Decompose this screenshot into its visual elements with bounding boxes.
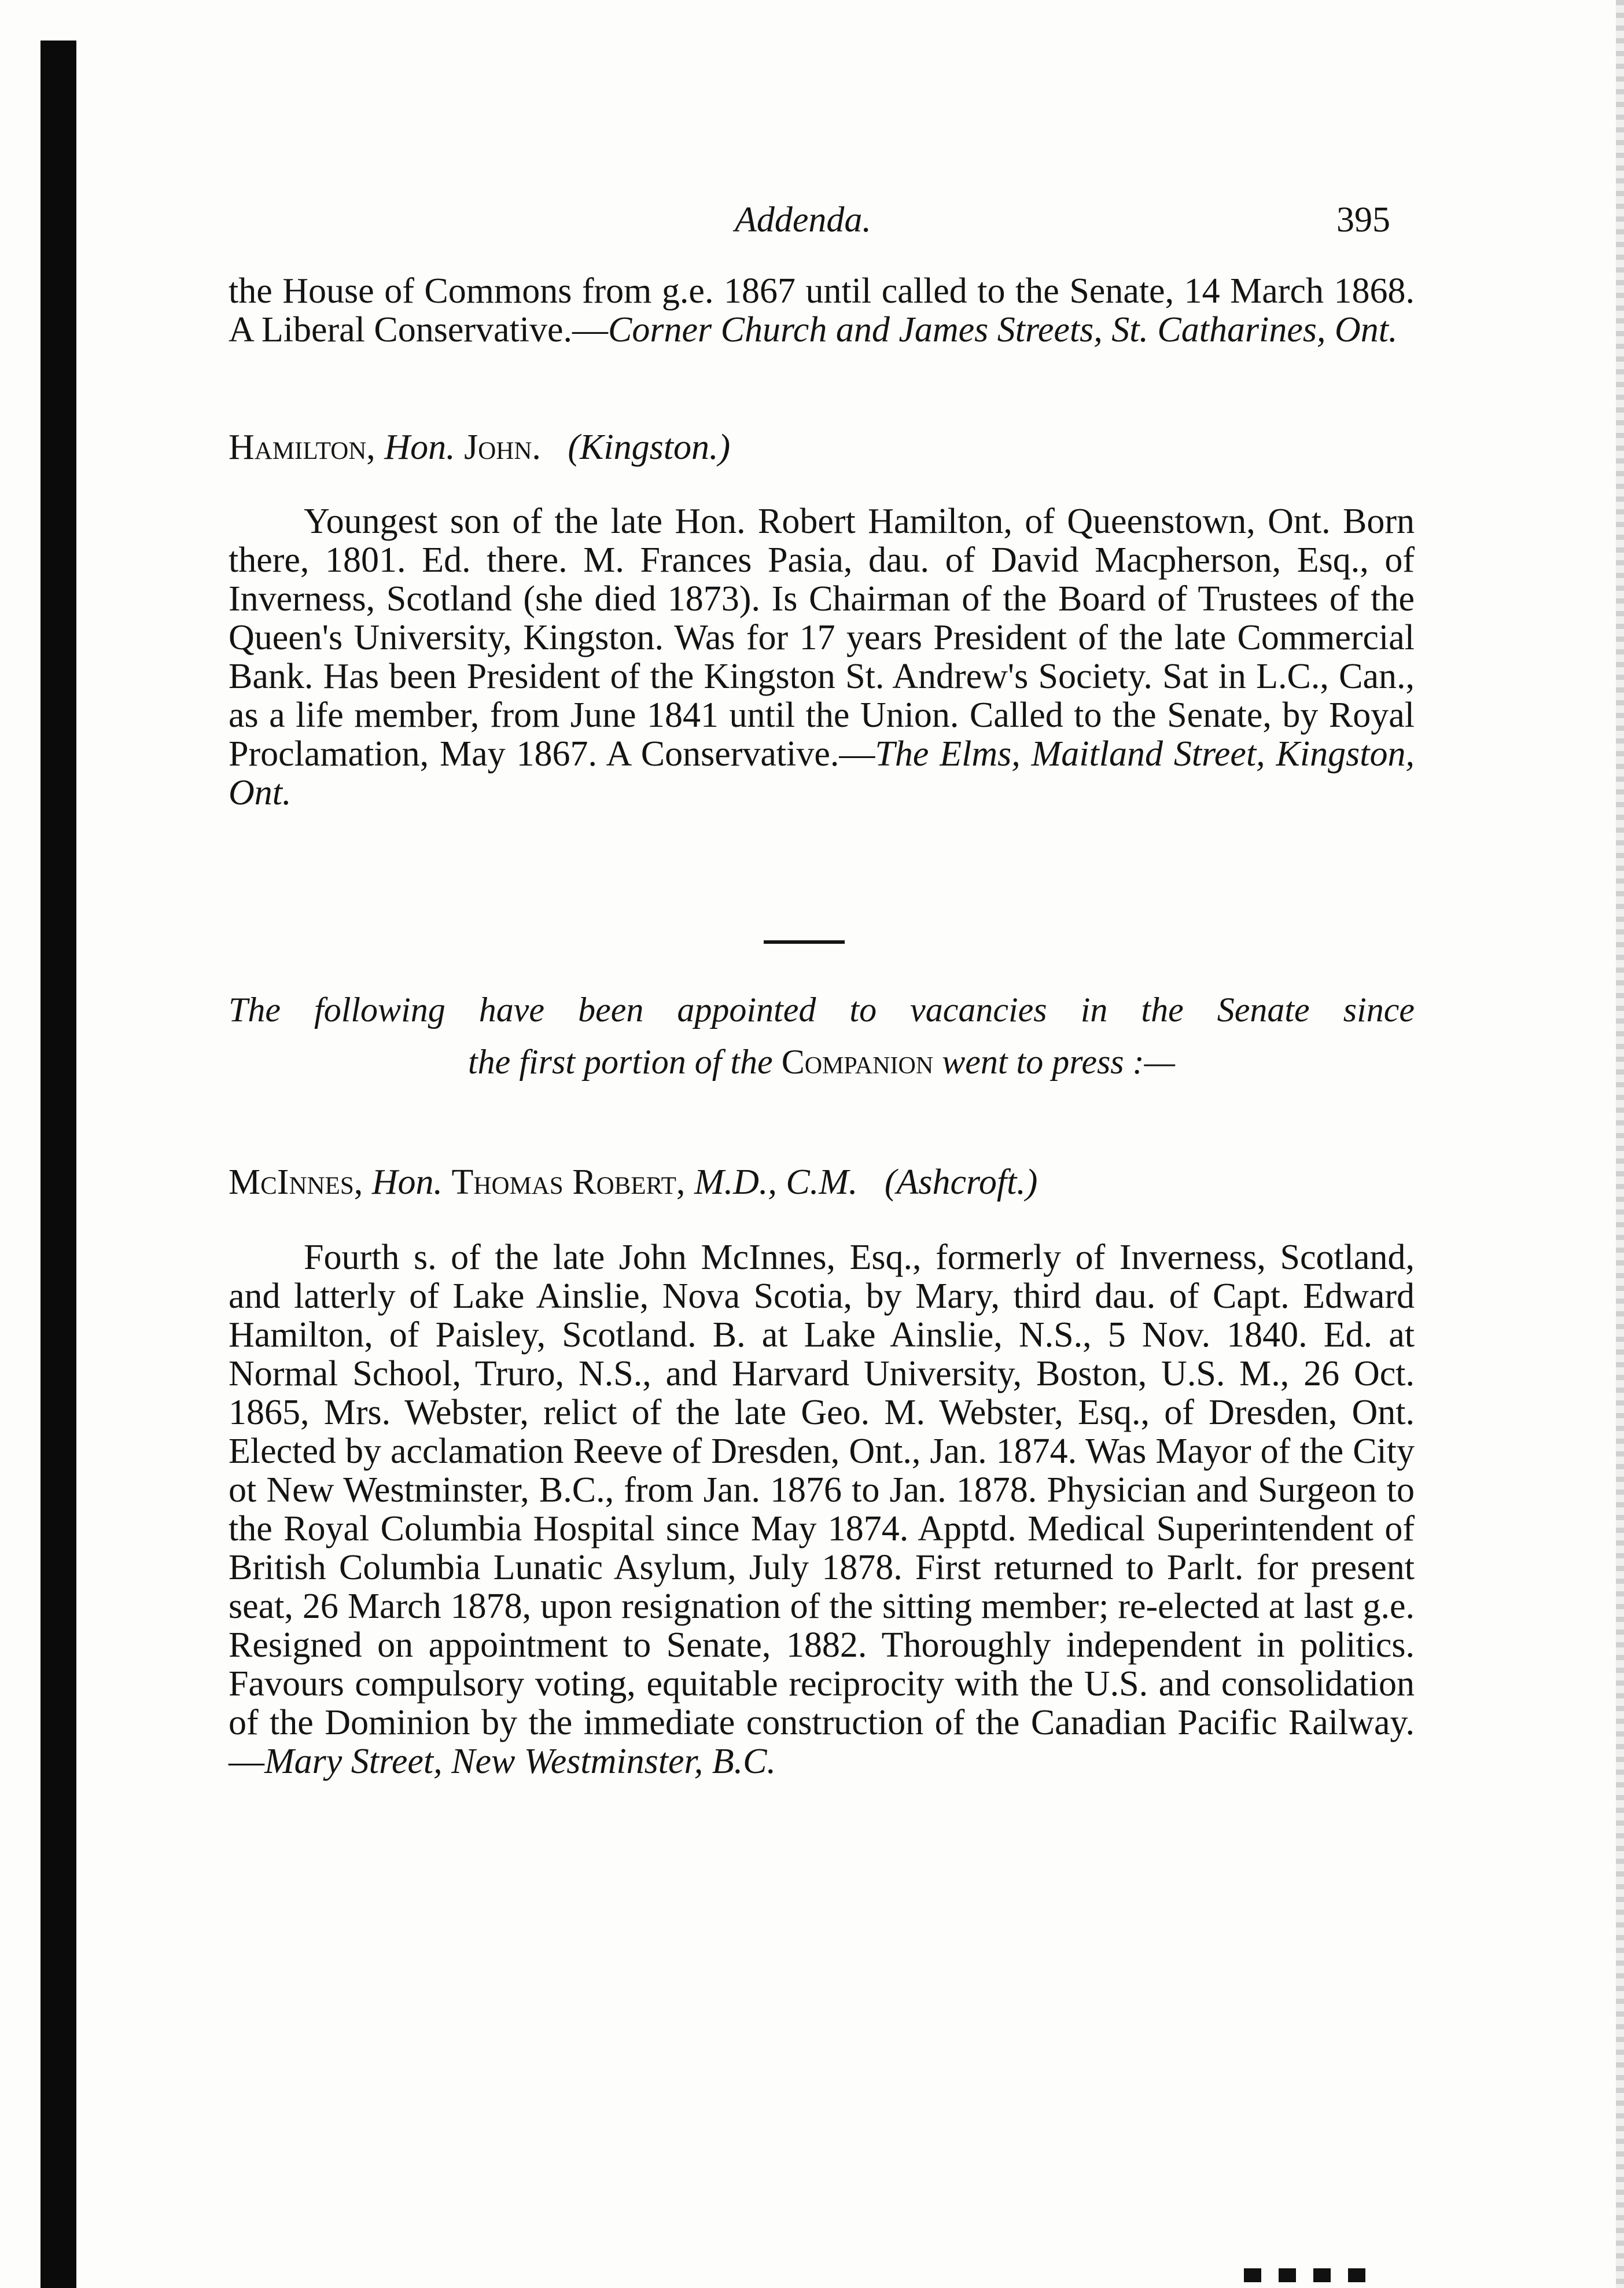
mcinnes-surname: McInnes,	[229, 1163, 363, 1202]
mcinnes-title: Hon.	[371, 1163, 443, 1202]
hamilton-bio: Youngest son of the late Hon. Robert Hamilton, of Queenstown, Ont. Born there, 1801. Ed. there. M. Frances Pasia, dau. of David Macpherson, Esq., of Inverness, Scotland (she died 1873). Is Chairman of the Board of Trustees of the Queen's University, Kingston. Was for 17 years President of the late Commercial Bank. Has been President of the Kingston St. Andrew's Society. Sat in L.C., Can., as a life member, from June 1841 until the Union. Called to the Senate, by Royal Proclamation, May 1867. A Conservative.—	[229, 502, 1415, 774]
page-number: 395	[1336, 200, 1390, 240]
continuation-text: the House of Commons from g.e. 1867 until called to the Senate, 14 March 1868. A Liberal Conservative.—	[229, 271, 1415, 350]
notice-companion: Companion	[781, 1043, 934, 1081]
section-divider	[764, 940, 845, 944]
appointment-notice	[229, 984, 1415, 1088]
entry-bio-hamilton	[229, 502, 1415, 812]
notice-line-2	[229, 1036, 1415, 1088]
notice-line-1: The following have been appointed to vacancies in the Senate since	[229, 991, 1415, 1029]
mcinnes-degrees: M.D., C.M.	[694, 1163, 858, 1202]
scan-marks	[1244, 2268, 1377, 2282]
page-edge	[1616, 0, 1624, 2288]
hamilton-given-name: John.	[464, 428, 541, 467]
hamilton-riding: (Kingston.)	[568, 428, 731, 467]
entry-heading-hamilton	[229, 428, 1415, 467]
mcinnes-address: Mary Street, New Westminster, B.C.	[264, 1742, 776, 1781]
entry-bio-mcinnes	[229, 1238, 1415, 1781]
hamilton-surname: Hamilton,	[229, 428, 375, 467]
running-title: Addenda.	[735, 200, 871, 240]
entry-heading-mcinnes	[229, 1163, 1415, 1202]
notice-line-2-end: went to press :—	[942, 1043, 1175, 1081]
continuation-address: Corner Church and James Streets, St. Catharines, Ont.	[608, 310, 1398, 350]
notice-line-2-start: the first portion of the	[468, 1043, 773, 1081]
mcinnes-riding: (Ashcroft.)	[884, 1163, 1038, 1202]
mcinnes-given-name: Thomas Robert,	[451, 1163, 686, 1202]
binding-shadow	[40, 41, 76, 2288]
continuation-paragraph	[229, 272, 1415, 350]
mcinnes-bio: Fourth s. of the late John McInnes, Esq., formerly of Inverness, Scotland, and latterly of Lake Ainslie, Nova Scotia, by Mary, third dau. of Capt. Edward Hamilton, of Paisley, Scotland. B. at Lake Ainslie, N.S., 5 Nov. 1840. Ed. at Normal School, Truro, N.S., and Harvard University, Boston, U.S. M., 26 Oct. 1865, Mrs. Webster, relict of the late Geo. M. Webster, Esq., of Dresden, Ont. Elected by acclamation Reeve of Dresden, Ont., Jan. 1874. Was Mayor of the City ot New Westminster, B.C., from Jan. 1876 to Jan. 1878. Physician and Surgeon to the Royal Columbia Hospital since May 1874. Apptd. Medical Superintendent of British Columbia Lunatic Asylum, July 1878. First returned to Parlt. for present seat, 26 March 1878, upon resignation of the sitting member; re-elected at last g.e. Resigned on appointment to Senate, 1882. Thoroughly independent in politics. Favours compulsory voting, equitable reciprocity with the U.S. and consolidation of the Dominion by the immediate construction of the Canadian Pacific Railway.—	[229, 1238, 1415, 1781]
hamilton-title: Hon.	[384, 428, 455, 467]
hamilton-address: The Elms, Maitland Street, Kingston, Ont.	[229, 734, 1415, 812]
